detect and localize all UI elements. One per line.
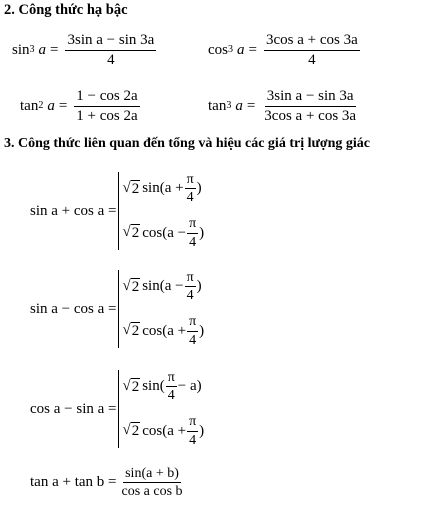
formula-tan-squared: tan 2 a = $\frac{1 - \cos 2a}{1 + \cos 2a}$ — [20, 88, 138, 124]
denominator: 4 — [107, 51, 115, 68]
numerator: π — [187, 314, 198, 331]
radical-icon: √ — [122, 322, 131, 339]
numerator: π — [166, 370, 177, 387]
pi-over-4 — [187, 314, 198, 348]
denominator: 4 — [167, 388, 175, 404]
denominator: 4 — [186, 190, 194, 206]
denominator: 3cos a + cos 3a — [264, 107, 357, 124]
branch-cos — [122, 414, 204, 448]
fn-name: tan — [20, 97, 39, 114]
lhs: sin a − cos a = — [30, 300, 117, 317]
pi-over-4 — [185, 270, 196, 304]
sqrt-two — [122, 322, 140, 340]
radicand: 2 — [131, 323, 140, 340]
radical-icon: √ — [122, 422, 131, 439]
variable: a — [38, 41, 47, 58]
formula-sin-minus-cos — [30, 270, 204, 348]
variable: a — [235, 97, 243, 114]
fraction — [119, 466, 184, 500]
lhs: sin a + cos a = — [30, 202, 117, 219]
numerator: π — [185, 172, 196, 189]
branch-suffix: ) — [199, 224, 205, 241]
radicand: 2 — [131, 225, 140, 242]
numerator: π — [187, 216, 198, 233]
formula-cos-minus-sin — [30, 370, 204, 448]
branch-suffix: ) — [199, 322, 205, 339]
radical-icon: √ — [122, 277, 131, 294]
sqrt-two — [122, 224, 140, 242]
sqrt-two — [122, 422, 140, 440]
sqrt-two — [122, 278, 140, 296]
fraction — [74, 88, 139, 124]
radicand: 2 — [131, 278, 140, 295]
equals-sign: = — [246, 97, 256, 114]
formula-sin-plus-cos — [30, 172, 204, 250]
numerator: 3cos a + cos 3a — [264, 32, 360, 51]
numerator: 3sin a − sin 3a — [265, 88, 356, 107]
case-bar — [118, 370, 204, 448]
branch-prefix: cos(a + — [142, 422, 187, 439]
branch-prefix: sin( — [142, 378, 165, 395]
formula-tan-cubed: tan 3 a = $\frac{\text{3sin a − sin 3a}}{\text{3cos a + cos 3a}}$ — [208, 88, 357, 124]
denominator: 4 — [189, 332, 197, 348]
pi-over-4 — [185, 172, 196, 206]
denominator: 4 — [189, 234, 197, 250]
case-bar — [118, 270, 204, 348]
lhs: cos a − sin a = — [30, 400, 117, 417]
pi-over-4 — [187, 414, 198, 448]
section-2-title: 2. Công thức hạ bậc — [4, 2, 128, 18]
equals-sign: = — [58, 97, 68, 114]
equals-sign: = — [50, 41, 59, 58]
numerator: π — [187, 414, 198, 431]
branch-sin — [122, 370, 204, 404]
radical-icon: √ — [122, 377, 131, 394]
fn-name: tan — [208, 97, 227, 114]
equals-sign: = — [248, 41, 257, 58]
numerator: 1 − cos 2a — [74, 88, 139, 107]
fraction — [264, 32, 360, 68]
pi-over-4 — [166, 370, 177, 404]
fraction — [262, 88, 358, 124]
branch-sin — [122, 270, 204, 304]
branch-suffix: ) — [196, 278, 202, 295]
numerator: sin(a + b) — [123, 466, 181, 483]
radical-icon: √ — [122, 179, 131, 196]
fn-name: cos — [208, 41, 228, 58]
denominator: 1 + cos 2a — [76, 107, 138, 124]
branch-sin — [122, 172, 204, 206]
branch-prefix: cos(a − — [142, 224, 187, 241]
sqrt-two — [122, 378, 140, 396]
sqrt-two — [122, 180, 140, 198]
denominator: cos a cos b — [121, 484, 183, 500]
branch-cos — [122, 314, 204, 348]
denominator: 4 — [186, 288, 194, 304]
branch-prefix: sin(a + — [142, 180, 184, 197]
case-bar — [118, 172, 204, 250]
branch-prefix: sin(a − — [142, 278, 184, 295]
variable: a — [237, 41, 245, 58]
branch-suffix: ) — [199, 422, 205, 439]
radicand: 2 — [131, 180, 140, 197]
formula-tan-sum — [30, 466, 188, 500]
fn-name: sin — [12, 41, 30, 58]
numerator: π — [185, 270, 196, 287]
branch-prefix: cos(a + — [142, 322, 187, 339]
branch-suffix: ) — [196, 180, 202, 197]
formula-cos-cubed: cos 3 a = $\frac{\text{3cos a + cos 3a}}{4}$ — [208, 32, 358, 68]
numerator: 3sin a − sin 3a — [65, 32, 156, 51]
variable: a — [47, 97, 55, 114]
branch-suffix: − a) — [177, 378, 202, 395]
fraction — [65, 32, 156, 68]
formula-sin-cubed: sin 3 a = $\frac{\text{3sin a − sin 3a}}{4}$ — [12, 32, 155, 68]
denominator: 4 — [308, 51, 316, 68]
pi-over-4 — [187, 216, 198, 250]
lhs: tan a + tan b = — [30, 474, 117, 491]
section-3-title: 3. Công thức liên quan đến tổng và hiệu các giá trị lượng giác — [4, 136, 371, 151]
radical-icon: √ — [122, 224, 131, 241]
denominator: 4 — [189, 432, 197, 448]
radicand: 2 — [131, 378, 140, 395]
branch-cos — [122, 216, 204, 250]
radicand: 2 — [131, 423, 140, 440]
